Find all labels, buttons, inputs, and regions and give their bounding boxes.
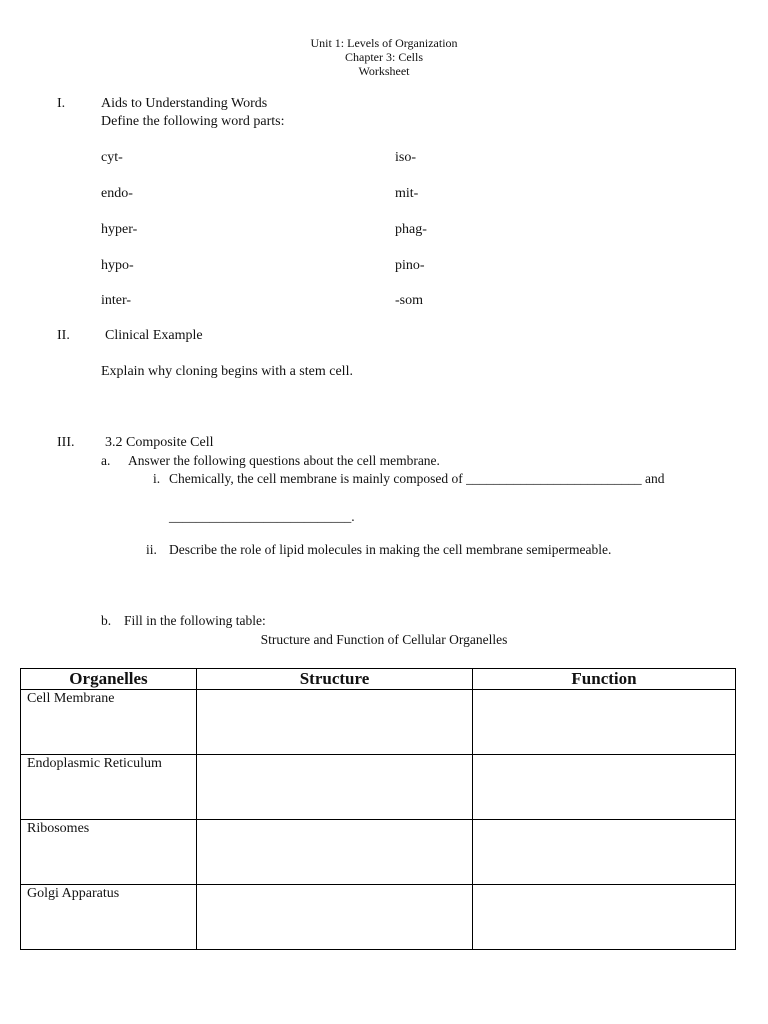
item-i-text: Chemically, the cell membrane is mainly composed of __________________________ and — [169, 471, 665, 486]
word-part-right: iso- — [395, 150, 416, 165]
structure-answer-cell[interactable] — [197, 820, 473, 885]
word-part-left: hypo- — [101, 258, 134, 273]
table-row — [21, 885, 736, 950]
section-1-instruction: Define the following word parts: — [101, 114, 285, 129]
section-1-numeral: I. — [57, 96, 66, 111]
structure-answer-cell[interactable] — [197, 755, 473, 820]
column-header-function: Function — [473, 669, 736, 690]
word-part-left: hyper- — [101, 222, 138, 237]
item-ii-text: Describe the role of lipid molecules in making the cell membrane semipermeable. — [169, 542, 612, 557]
structure-answer-cell[interactable] — [197, 885, 473, 950]
organelle-name-cell: Endoplasmic Reticulum — [21, 755, 197, 820]
item-i-marker: i. — [153, 471, 161, 486]
item-b-text: Fill in the following table: — [124, 613, 266, 628]
organelles-table — [20, 668, 736, 950]
worksheet-chapter-title: Chapter 3: Cells — [345, 50, 423, 64]
table-header-row — [21, 669, 736, 690]
section-2-numeral: II. — [57, 328, 70, 343]
table-caption: Structure and Function of Cellular Organelles — [260, 632, 508, 647]
word-part-right: mit- — [395, 186, 419, 201]
structure-answer-cell[interactable] — [197, 690, 473, 755]
organelle-name-cell: Cell Membrane — [21, 690, 197, 755]
function-answer-cell[interactable] — [473, 885, 736, 950]
section-3-title: 3.2 Composite Cell — [105, 435, 214, 450]
section-2-question: Explain why cloning begins with a stem cell. — [101, 364, 353, 379]
table-row — [21, 690, 736, 755]
item-b-marker: b. — [101, 613, 112, 628]
section-2-title: Clinical Example — [105, 328, 203, 343]
word-part-right: pino- — [395, 258, 425, 273]
item-i-blank-line: ___________________________. — [169, 509, 355, 524]
worksheet-label: Worksheet — [358, 64, 410, 78]
word-part-right: -som — [395, 293, 423, 308]
function-answer-cell[interactable] — [473, 820, 736, 885]
organelle-name-cell: Ribosomes — [21, 820, 197, 885]
word-part-right: phag- — [395, 222, 427, 237]
item-a-text: Answer the following questions about the cell membrane. — [128, 453, 440, 468]
table-row — [21, 755, 736, 820]
column-header-structure: Structure — [197, 669, 473, 690]
section-3-numeral: III. — [57, 435, 75, 450]
column-header-organelles: Organelles — [21, 669, 197, 690]
item-ii-marker: ii. — [146, 542, 157, 557]
word-part-left: cyt- — [101, 150, 123, 165]
worksheet-unit-title: Unit 1: Levels of Organization — [310, 36, 458, 50]
organelle-name-cell: Golgi Apparatus — [21, 885, 197, 950]
word-part-left: inter- — [101, 293, 132, 308]
section-1-title: Aids to Understanding Words — [101, 96, 268, 111]
table-row — [21, 820, 736, 885]
item-a-marker: a. — [101, 453, 111, 468]
word-part-left: endo- — [101, 186, 133, 201]
function-answer-cell[interactable] — [473, 755, 736, 820]
function-answer-cell[interactable] — [473, 690, 736, 755]
